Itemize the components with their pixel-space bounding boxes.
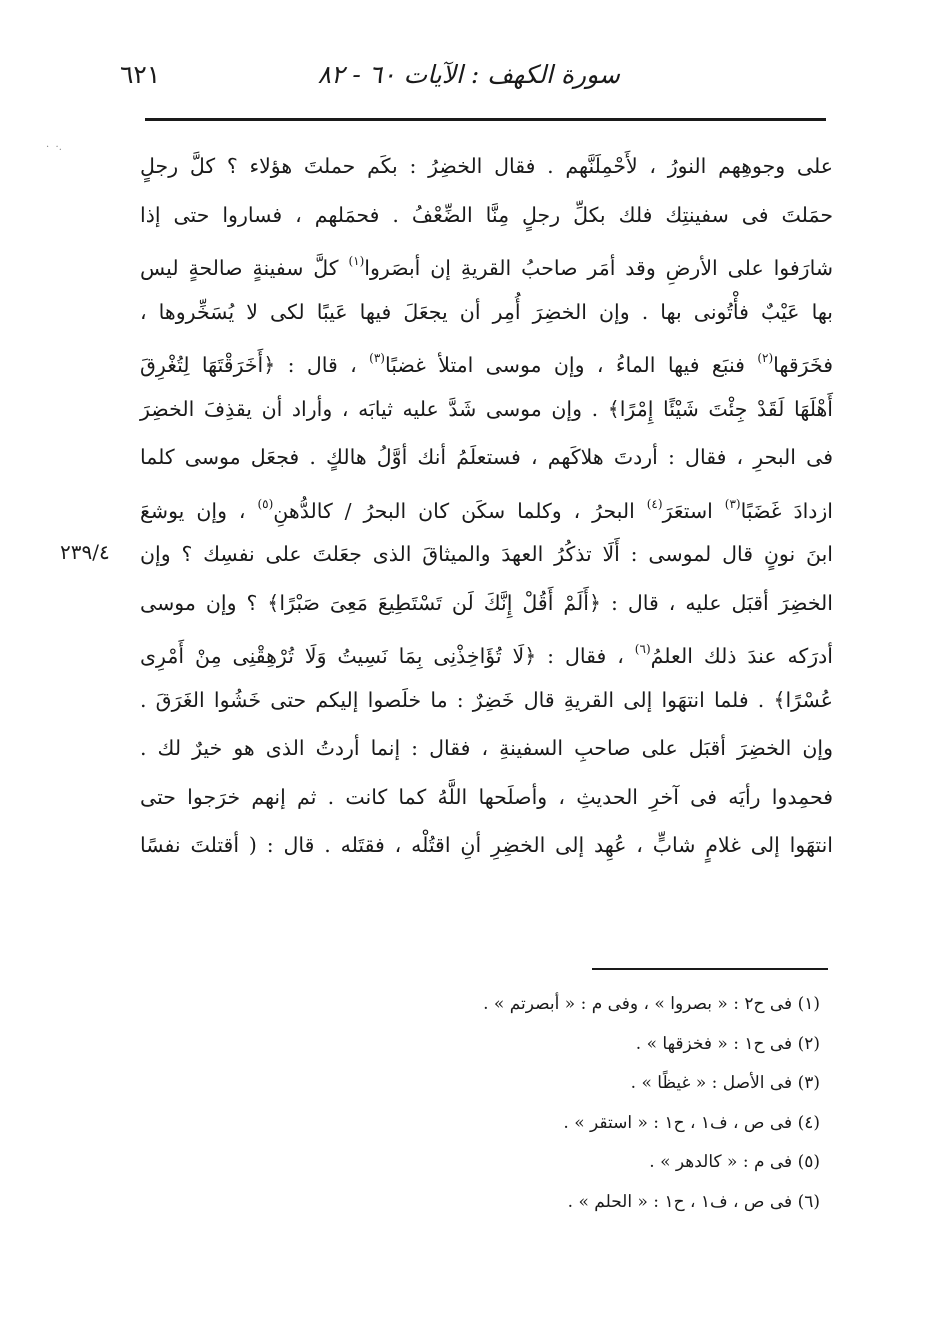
body-line (140, 239, 833, 288)
body-text-run: ، قال : ﴿أَخَرَقْتَهَا لِتُغْرِقَ (140, 352, 370, 377)
footnote-marker: (٣) (724, 496, 741, 511)
margin-reference: ٢٣٩/٤ (60, 540, 110, 564)
body-text-run: ازدادَ غَضَبًا (740, 498, 834, 523)
body-line (140, 724, 833, 773)
footnote: (١) فى ح٢ : « بصروا » ، وفى م : « أبصرتم » . (483, 994, 820, 1014)
footnotes (220, 985, 820, 1222)
body-text-run: وإن الخضِرَ أقبَل على صاحبِ السفينةِ ، فقال : إنما أردتُ الذى هو خيرٌ لك . (140, 736, 833, 760)
body-text-run: انتهَوا إلى غلامٍ شابٍّ ، عُهِد إلى الخضِرِ أنِ اقتُلْه ، فقتَله . قال : ( أقتلتَ نفسًا (140, 833, 833, 857)
body-line (140, 773, 833, 822)
body-text-run: البحرُ ، وكلما سكَن كان البحرُ / كالدُّهنِ (273, 498, 647, 523)
footnote-rule (592, 968, 828, 970)
footnote: (٥) فى م : « كالدهر » . (649, 1152, 820, 1172)
body-line (140, 433, 833, 482)
body-text-run: ، وإن يوشعَ (140, 498, 258, 523)
footnote: (٢) فى ح١ : « فخزقها » . (635, 1033, 820, 1054)
body-text-run: ، فقال : ﴿لَا تُؤَاخِذْنِى بِمَا نَسِيتُ وَلَا تُرْهِقْنِى مِنْ أَمْرِى (140, 643, 635, 668)
body-text-run: فخَرَقها (773, 352, 833, 377)
body-line (140, 676, 833, 725)
footnote-marker: (١) (348, 254, 365, 268)
body-line (140, 627, 833, 676)
page-number: ٦٢١ (120, 60, 161, 89)
body-line (140, 385, 833, 434)
body-text-run: فحمِدوا رأيَه فى آخرِ الحديثِ ، وأصلَحها اللَّهُ كما كانت . ثم إنهم خرَجوا حتى (140, 784, 833, 809)
body-text-run: فى البحرِ ، فقال : أردتَ هلاكَهم ، فستعلَمُ أنك أوَّلُ هالكٍ . فجعَل موسى كلما (140, 445, 833, 469)
footnote: (٦) فى ص ، ف١ ، ح١ : « الحلم » . (567, 1191, 820, 1212)
footnote: (٣) فى الأصل : « غيظًا » . (630, 1073, 820, 1093)
body-text-run: فنبَع فيها الماءُ ، وإن موسى امتلأ غضبًا (384, 352, 758, 377)
body-text-run: كلَّ سفينةٍ صالحةٍ ليس (140, 255, 349, 280)
body-text (140, 142, 833, 870)
footnote-marker: (٦) (634, 642, 651, 656)
body-line (140, 821, 833, 870)
footnote-marker: (٤) (646, 496, 663, 511)
footnote-marker: (٣) (369, 351, 385, 365)
body-text-run: استعَرَ (662, 498, 725, 523)
running-header-title: سورة الكهف : الآيات ٦٠ - ٨٢ (317, 60, 620, 89)
body-line (140, 579, 833, 628)
body-line (140, 530, 833, 579)
body-text-run: حمَلتَ فى سفينتِك فلك بكلِّ رجلٍ مِنَّا الضِّعْفُ . فحمَلهم ، فساروا حتى إذا (140, 202, 833, 227)
body-text-run: الخضِرَ أقبَل عليه ، قال : ﴿أَلَمْ أَقُلْ إِنَّكَ لَن تَسْتَطِيعَ مَعِىَ صَبْرًا﴾ ؟ وإن موسى (140, 590, 833, 615)
body-text-run: ابنَ نونٍ قال لموسى : أَلَا تذكُرُ العهدَ والميثاقَ الذى جعَلتَ على نفسِك ؟ وإن (140, 542, 833, 566)
body-text-run: أَهْلَهَا لَقَدْ جِئْتَ شَيْئًا إِمْرًا﴾ . وإن موسى شَدَّ عليه ثيابَه ، وأراد أن يقذِفَ الخضِرَ (140, 396, 833, 421)
body-text-run: على وجوهِهم النورُ ، لأَحْمِلَنَّهم . فقال الخضِرُ : بكَم حملتَ هؤلاء ؟ كلَّ رجلٍ (140, 154, 833, 178)
body-line (140, 288, 833, 337)
header-rule (145, 118, 826, 121)
body-line (140, 191, 833, 240)
footnote-marker: (٢) (757, 351, 774, 365)
footnote-marker: (٥) (257, 496, 274, 511)
body-text-run: أدرَكه عندَ ذلك العلمُ (650, 643, 833, 668)
body-text-run: شارَفوا على الأرضِ وقد أمَر صاحبُ القريةِ إن أبصَروا (364, 255, 833, 280)
page-speck: · ·. (46, 142, 62, 153)
body-text-run: بها عَيْبٌ فأْتُونى بها . وإن الخضِرَ أُمِر أن يجعَلَ فيها عَيبًا لكى لا يُسَخِّروها ، (140, 299, 833, 324)
body-text-run: عُسْرًا﴾ . فلما انتهَوا إلى القريةِ قال خَضِرٌ : ما خلَصوا إليكم حتى خَشُوا الغَرَقَ . (140, 687, 833, 712)
body-line (140, 482, 833, 531)
body-line (140, 142, 833, 191)
body-line (140, 336, 833, 385)
footnote: (٤) فى ص ، ف١ ، ح١ : « استقر » . (563, 1112, 820, 1133)
